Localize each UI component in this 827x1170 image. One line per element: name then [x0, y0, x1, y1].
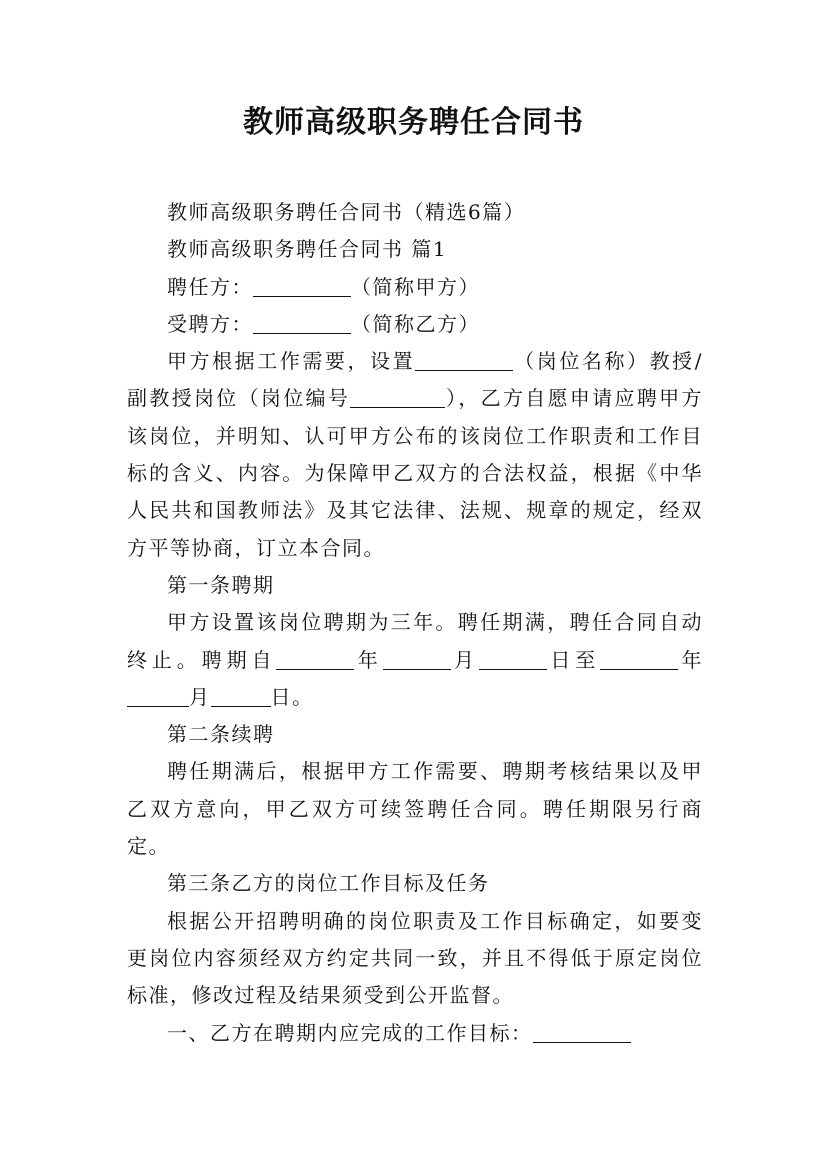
item1-label: 一、乙方在聘期内应完成的工作目标： — [167, 1020, 533, 1045]
position-name-blank — [415, 350, 513, 371]
article2-paragraph: 聘任期满后，根据甲方工作需要、聘期考核结果以及甲乙双方意向，甲乙双方可续签聘任合同。聘任期限另行商定。 — [127, 759, 703, 859]
day-to-label: 日至 — [546, 647, 601, 672]
party-b-suffix: （简称乙方） — [351, 311, 480, 336]
year-label-1: 年 — [354, 647, 383, 672]
party-a-suffix: （简称甲方） — [351, 274, 480, 299]
start-year-blank — [276, 649, 354, 670]
start-day-blank — [479, 649, 547, 670]
party-a-label: 聘任方： — [167, 274, 253, 299]
article3-title: 第三条乙方的岗位工作目标及任务 — [167, 871, 490, 896]
party-a-line — [127, 269, 703, 306]
month-label-2: 月 — [189, 684, 211, 709]
subtitle: 教师高级职务聘任合同书（精选6篇） — [167, 200, 526, 224]
document-title: 教师高级职务聘任合同书 — [243, 105, 584, 140]
article1-text: 甲方设置该岗位聘期为三年。聘任期满，聘任合同自动终止。聘期自 — [127, 610, 703, 672]
party-b-blank — [253, 313, 351, 334]
article2-title: 第二条续聘 — [167, 722, 275, 747]
month-label-1: 月 — [450, 647, 479, 672]
item1-line — [127, 1015, 703, 1052]
article1-title: 第一条聘期 — [167, 572, 275, 597]
article3-paragraph: 根据公开招聘明确的岗位职责及工作目标确定，如要变更岗位内容须经双方约定共同一致，并且不得低于原定岗位标准，修改过程及结果须受到公开监督。 — [127, 908, 703, 1008]
article1-paragraph — [127, 604, 703, 716]
document-body — [127, 194, 703, 1052]
day-end-label: 日。 — [270, 684, 314, 709]
intro-paragraph — [127, 343, 703, 567]
end-year-blank — [600, 649, 678, 670]
section-heading: 教师高级职务聘任合同书 篇1 — [167, 237, 448, 262]
party-b-label: 受聘方： — [167, 311, 253, 336]
intro-text-1: 甲方根据工作需要，设置 — [167, 349, 416, 374]
item1-blank — [533, 1022, 631, 1043]
party-b-line — [127, 306, 703, 343]
start-month-blank — [383, 649, 451, 670]
end-month-blank-a — [127, 686, 189, 707]
intro-text-3: ），乙方自愿申请应聘甲方该岗位，并明知、认可甲方公布的该岗位工作职责和工作目标的含义、内容。为保障甲乙双方的合法权益，根据《中华人民共和国教师法》及其它法律、法规、规章的规定，经双方平等协商，订立本合同。 — [127, 386, 704, 560]
intro-text-2: （岗位名称）教授/副教授岗位（岗位编号 — [127, 349, 703, 411]
year-label-2: 年 — [678, 647, 704, 672]
party-a-blank — [253, 276, 351, 297]
position-number-blank — [350, 387, 445, 408]
end-day-blank — [211, 686, 271, 707]
